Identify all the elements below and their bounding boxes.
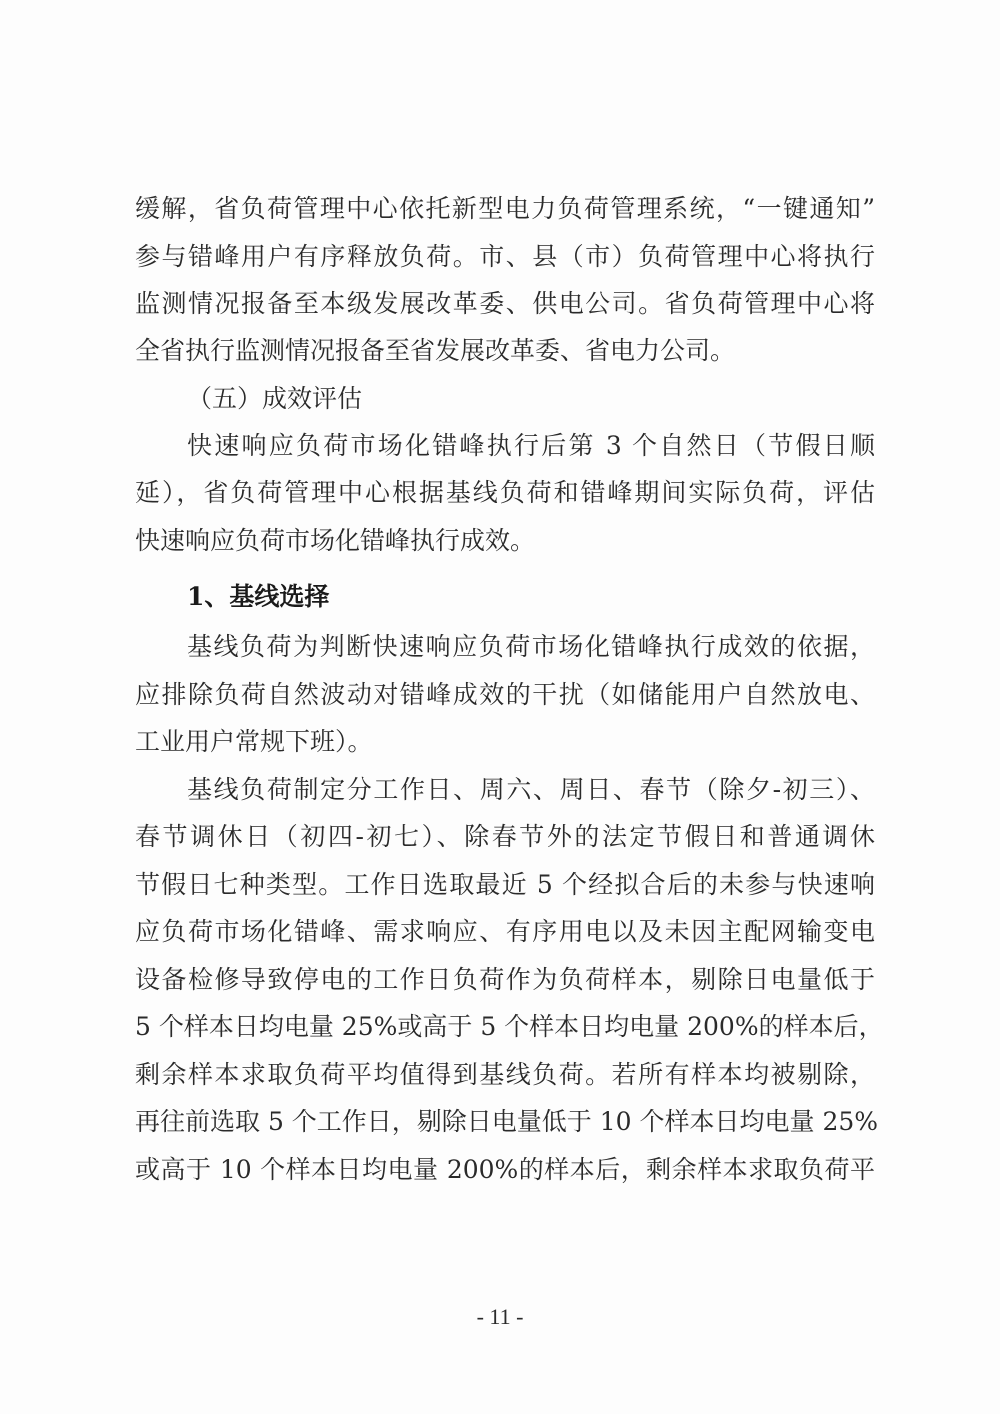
subsection-heading: 1、基线选择 [187, 582, 330, 611]
paragraph-line: 工业用户常规下班）。 [135, 727, 373, 756]
paragraph-line: 5 个样本日均电量 25%或高于 5 个样本日均电量 200%的样本后， [135, 1012, 884, 1041]
section-heading: （五）成效评估 [187, 384, 363, 413]
paragraph-line: 应负荷市场化错峰、需求响应、有序用电以及未因主配网输变电 [135, 917, 875, 946]
paragraph-line: 全省执行监测情况报备至省发展改革委、省电力公司。 [135, 336, 736, 365]
paragraph-line: 参与错峰用户有序释放负荷。市、县（市）负荷管理中心将执行 [135, 242, 875, 271]
paragraph-line: 应排除负荷自然波动对错峰成效的干扰（如储能用户自然放电、 [135, 680, 875, 709]
paragraph-line: 再往前选取 5 个工作日，剔除日电量低于 10 个样本日均电量 25% [135, 1107, 879, 1136]
paragraph-line: 设备检修导致停电的工作日负荷作为负荷样本，剔除日电量低于 [135, 965, 875, 994]
paragraph-line: 快速响应负荷市场化错峰执行后第 3 个自然日（节假日顺 [187, 431, 875, 460]
paragraph-line: 剩余样本求取负荷平均值得到基线负荷。若所有样本均被剔除， [135, 1060, 875, 1089]
page-number: - 11 - [476, 1304, 524, 1329]
paragraph-line: 快速响应负荷市场化错峰执行成效。 [135, 526, 536, 555]
paragraph-line: 节假日七种类型。工作日选取最近 5 个经拟合后的未参与快速响 [135, 870, 875, 899]
paragraph-line: 监测情况报备至本级发展改革委、供电公司。省负荷管理中心将 [135, 289, 875, 318]
paragraph-line: 延），省负荷管理中心根据基线负荷和错峰期间实际负荷，评估 [135, 478, 875, 507]
paragraph-line: 或高于 10 个样本日均电量 200%的样本后，剩余样本求取负荷平 [135, 1155, 875, 1184]
paragraph-line: 基线负荷制定分工作日、周六、周日、春节（除夕-初三）、 [187, 775, 875, 804]
paragraph-line: 缓解，省负荷管理中心依托新型电力负荷管理系统，“一键通知” [135, 194, 875, 223]
paragraph-line: 基线负荷为判断快速响应负荷市场化错峰执行成效的依据， [187, 632, 875, 661]
paragraph-line: 春节调休日（初四-初七）、除春节外的法定节假日和普通调休 [135, 822, 875, 851]
